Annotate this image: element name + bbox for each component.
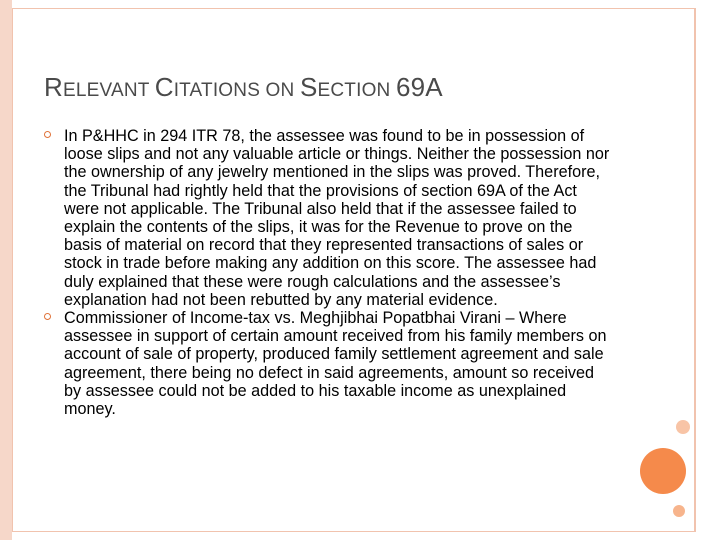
decorative-dot-icon xyxy=(676,420,690,434)
title-part: ELEVANT xyxy=(62,80,155,101)
citation-list xyxy=(44,127,614,418)
title-part: 69A xyxy=(395,72,443,102)
list-item xyxy=(44,127,614,309)
slide-title xyxy=(44,72,443,103)
citation-text: In P&HHC in 294 ITR 78, the assessee was found to be in possession of loose slips and not any valuable article or things. Neither the possession nor the ownership of any jewelry mentioned in the slips was proved. Therefore, the Tribunal had rightly held that the provisions of section 69A of the Act were not applicable. The Tribunal also held that if the assessee failed to explain the contents of the slips, it was for the Revenue to prove on the basis of material on record that they represented transactions of sales or stock in trade before making any addition on this score. The assessee had duly explained that these were rough calculations and the assessee’s explanation had not been rebutted by any material evidence. xyxy=(64,127,610,309)
decorative-dot-icon xyxy=(673,505,685,517)
title-part: S xyxy=(299,72,318,102)
slide-left-band xyxy=(0,0,12,540)
ring-bullet-icon xyxy=(44,131,51,138)
title-part: ITATIONS ON xyxy=(173,80,300,101)
title-part: ECTION xyxy=(317,80,396,101)
title-part: R xyxy=(44,72,63,102)
decorative-circle-icon xyxy=(640,448,686,494)
ring-bullet-icon xyxy=(44,313,51,320)
title-part: C xyxy=(154,72,174,102)
citation-text: Commissioner of Income-tax vs. Meghjibhai Popatbhai Virani – Where assessee in support of certain amount received from his family members on account of sale of property, produced family settlement agreement and sale agreement, there being no defect in said agreements, amount so received by assessee could not be added to his taxable income as unexplained money. xyxy=(64,309,607,419)
list-item xyxy=(44,309,614,418)
slide-right-border xyxy=(695,8,696,532)
